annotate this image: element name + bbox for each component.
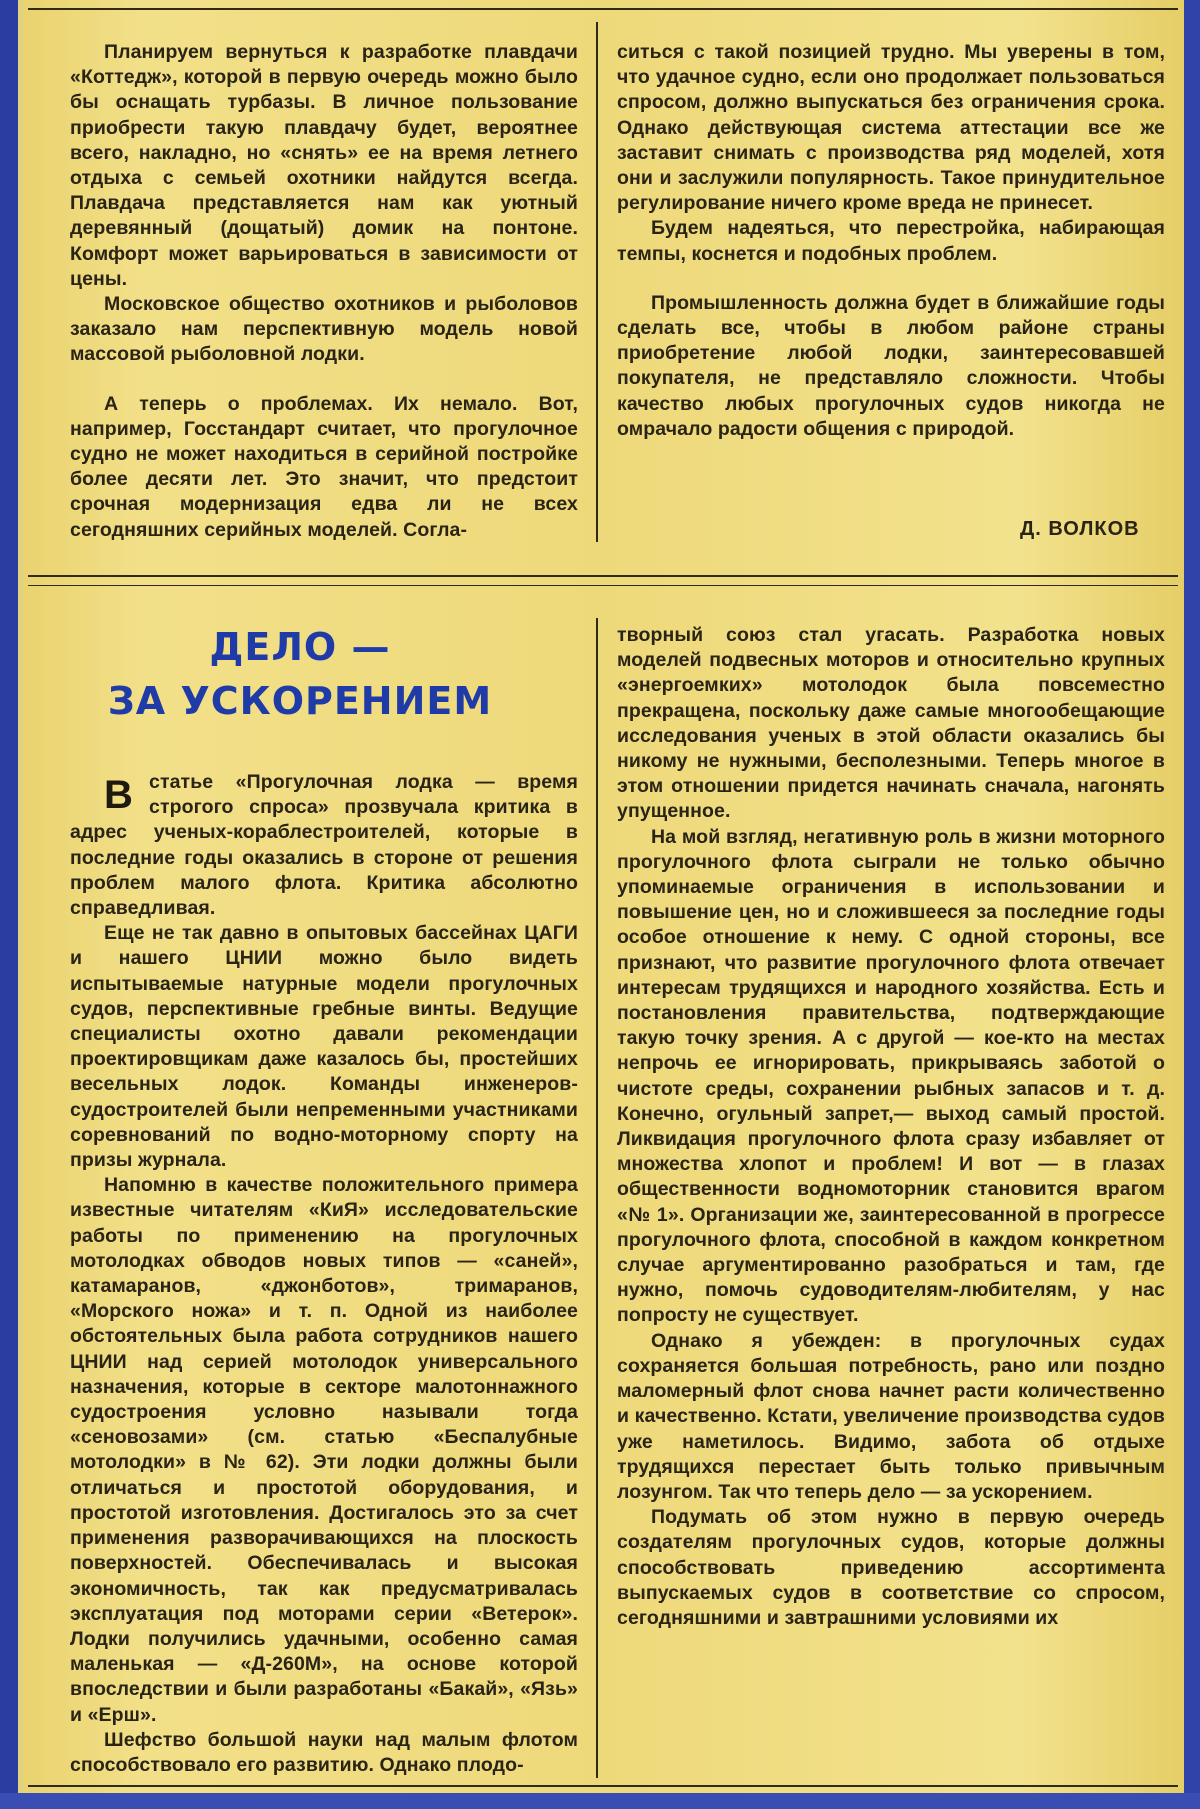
author-signature: Д. ВОЛКОВ <box>1020 518 1140 540</box>
top-rule <box>28 8 1178 10</box>
section-divider-rule <box>28 575 1178 577</box>
paragraph-text: статье «Прогулочная лодка — время строгого спроса» прозвучала критика в адрес ученых-кораблестроителей, которые в последние годы оказались в стороне от решения проблем малого флота. Критика абсолютно справедливая. <box>70 771 578 920</box>
paragraph: Шефство большой науки над малым флотом способствовало его развитию. Однако плодо- <box>70 1728 578 1776</box>
paragraph <box>70 770 578 921</box>
paragraph: Будем надеяться, что перестройка, набирающая темпы, коснется и подобных проблем. <box>617 217 1165 265</box>
bottom-rule <box>28 1785 1178 1787</box>
top-right-column <box>617 40 1165 442</box>
paragraph: Промышленность должна будет в ближайшие годы сделать все, чтобы в любом районе страны приобретение любой лодки, заинтересовавшей покупателя, не представляло сложности. Чтобы качество любых прогулочных судов никогда не омрачало радости общения с природой. <box>617 291 1165 440</box>
paragraph: Подумать об этом нужно в первую очередь создателям прогулочных судов, которые должны способствовать приведению ассортимента выпускаемых судов в соответствие со спросом, сегодняшними и завтрашними условиями их <box>617 1506 1165 1629</box>
top-left-column <box>70 40 578 543</box>
paragraph: А теперь о проблемах. Их немало. Вот, например, Госстандарт считает, что прогулочное судно не может находиться в серийной постройке более десяти лет. Это значит, что предстоит срочная модернизация едва ли не всех сегодняшних серийных моделей. Согла- <box>70 392 578 541</box>
headline-line: ЗА УСКОРЕНИЕМ <box>107 679 493 723</box>
paragraph: На мой взгляд, негативную роль в жизни моторного прогулочного флота сыграли не только обычно упоминаемые ограничения в использовании и повышение цен, но и сложившееся за последние годы особое отношение к нему. С одной стороны, все признают, что развитие прогулочного флота отвечает интересам трудящихся и народного хозяйства. Есть и постановления правительства, подтверждающие такую точку зрения. А с другой — кое-кто на местах непрочь ее игнорировать, прикрываясь заботой о чистоте среды, сохранении рыбных запасов и т. д. Конечно, огульный запрет,— выход самый простой. Ликвидация прогулочного флота сразу избавляет от множества хлопот и проблем! И вот — в глазах общественности водномоторник становится врагом «№ 1». Организации же, заинтересованной в прогрессе прогулочного флота, способной в каждом конкретном случае аргументированно разобраться и там, где нужно, помочь судоводителям-любителям, у нас попросту не существует. <box>617 825 1165 1327</box>
left-page-edge <box>0 0 18 1809</box>
section-divider-rule-thin <box>28 585 1178 586</box>
paragraph: творный союз стал угасать. Разработка новых моделей подвесных моторов и относительно крупных «энергоемких» мотолодок была повсеместно прекращена, поскольку даже самые многообещающие исследования ученых в этой области оказались бы никому не нужными, бесполезными. Теперь многое в этом отношении придется начинать сначала, нагонять упущенное. <box>617 624 1165 823</box>
top-column-rule <box>596 22 598 542</box>
paragraph: ситься с такой позицией трудно. Мы уверены в том, что удачное судно, если оно продолжает пользоваться спросом, должно выпускаться без ограничения срока. Однако действующая система аттестации все же заставит снимать с производства ряд моделей, хотя они и заслужили популярность. Такое принудительное регулирование ничего кроме вреда не принесет. <box>617 41 1165 215</box>
paragraph: Московское общество охотников и рыболовов заказало нам перспективную модель новой массовой рыболовной лодки. <box>70 293 578 366</box>
article-headline <box>70 620 530 728</box>
drop-cap: В <box>104 773 133 817</box>
right-page-edge <box>1184 0 1200 1809</box>
article-column-rule <box>596 618 598 1778</box>
paragraph: Напомню в качестве положительного примера известные читателям «КиЯ» исследовательские работы по применению на прогулочных мотолодках обводов новых типов — «саней», катамаранов, «джонботов», тримаранов, «Морского ножа» и т. п. Одной из наиболее обстоятельных была работа сотрудников нашего ЦНИИ над серией мотолодок универсального назначения, которые в секторе малотоннажного судостроения условно называли тогда «сеновозами» (см. статью «Беспалубные мотолодки» в № 62). Эти лодки должны были отличаться и простотой оборудования, и простотой изготовления. Достигалось это за счет применения разворачивающихся на плоскость поверхностей. Обеспечивалась и высокая экономичность, так как предусматривалась эксплуатация под моторами серии «Ветерок». Лодки получились удачными, особенно самая маленькая — «Д-260М», на основе которой впоследствии и были разработаны «Бакай», «Язь» и «Ерш». <box>70 1174 578 1726</box>
paragraph: Однако я убежден: в прогулочных судах сохраняется большая потребность, рано или поздно маломерный флот снова начнет расти количественно и качественно. Кстати, увеличение производства судов уже наметилось. Видимо, забота об отдыхе трудящихся перестает быть только привычным лозунгом. Так что теперь дело — за ускорением. <box>617 1329 1165 1503</box>
paragraph: Еще не так давно в опытовых бассейнах ЦАГИ и нашего ЦНИИ можно было видеть испытываемые натурные модели прогулочных судов, перспективные гребные винты. Ведущие специалисты охотно давали рекомендации проектировщикам даже казалось бы, простейших весельных лодок. Команды инженеров-судостроителей были непременными участниками соревнований по водно-моторному спорту на призы журнала. <box>70 922 578 1172</box>
paragraph: Планируем вернуться к разработке плавдачи «Коттедж», которой в первую очередь можно было бы оснащать турбазы. В личное пользование приобрести такую плавдачу будет, вероятнее всего, накладно, но «снять» ее на время летнего отдыха с семьей охотники найдутся всегда. Плавдача представляется нам как уютный деревянный (дощатый) домик на понтоне. Комфорт может варьироваться в зависимости от цены. <box>70 41 578 290</box>
bottom-page-edge <box>0 1793 1200 1809</box>
article-left-column <box>70 770 578 1778</box>
headline-line: ДЕЛО — <box>209 625 391 669</box>
article-right-column <box>617 623 1165 1631</box>
